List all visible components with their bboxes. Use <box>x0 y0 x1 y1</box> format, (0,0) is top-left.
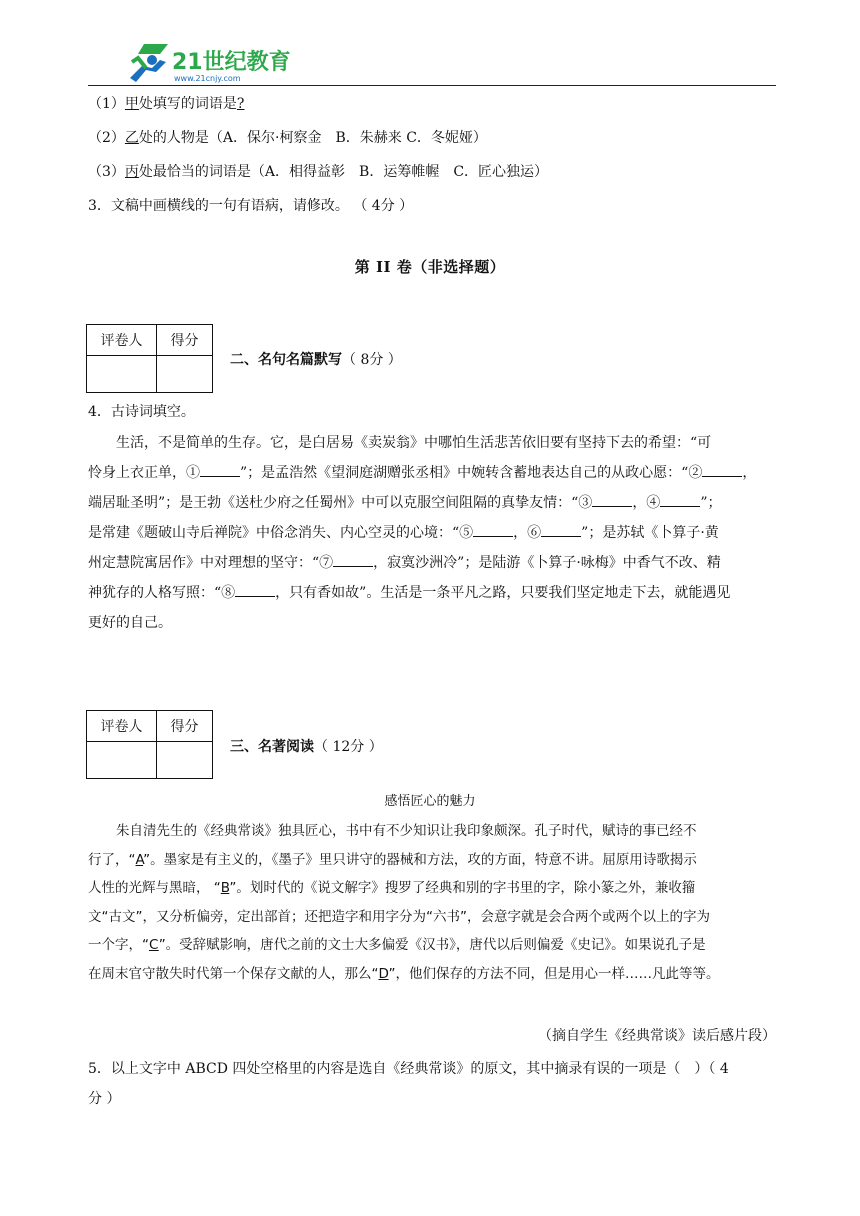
grader-cell[interactable] <box>87 356 157 393</box>
part2-heading: 二、名句名篇默写（ 8分 ） <box>230 352 402 368</box>
question-1-sub1: （1）甲处填写的词语是? <box>88 96 245 112</box>
score-label: 得分 <box>157 711 213 742</box>
site-logo <box>108 38 358 84</box>
page-header <box>88 38 776 86</box>
essay-paragraph: 朱自清先生的《经典常谈》独具匠心，书中有不少知识让我印象颇深。孔子时代，赋诗的事已经不 行了，“A”。墨家是有主义的，《墨子》里只讲守的器械和方法，攻的方面，特意不讲。屈原用诗歌揭示 人性的光辉与黑暗， “B”。划时代的《说文解字》搜罗了经典和别的字书里的字，除小篆之外，兼收籀 文“古文”，又分析偏旁，定出部首；还把造字和用字分为“六书”，会意字就是会合两个或两个以上的字为 一个字，“C”。受辞赋影响，唐代之前的文士大多偏爱《汉书》，唐代以后则偏爱《史记》。如果说孔子是 在周末官守散失时代第一个保存文献的人，那么“D”，他们保存的方法不同，但是用心一样……凡此等等。 <box>88 823 720 982</box>
grader-label: 评卷人 <box>87 325 157 356</box>
essay-source: （摘自学生《经典常谈》读后感片段） <box>538 1028 776 1044</box>
logo-text: 21世纪教育 <box>172 50 291 75</box>
score-label: 得分 <box>157 325 213 356</box>
runner-icon <box>130 44 168 82</box>
question-3: 3．文稿中画横线的一句有语病，请修改。 （ 4分 ） <box>88 198 414 214</box>
score-cell[interactable] <box>157 742 213 779</box>
blank-B: B <box>220 880 230 896</box>
blank-1[interactable] <box>200 462 240 477</box>
blank-A: A <box>135 851 144 868</box>
blank-6[interactable] <box>541 522 581 537</box>
section-title: 第 II 卷（非选择题） <box>354 258 506 276</box>
grader-label: 评卷人 <box>87 711 157 742</box>
logo-url: www.21cnjy.com <box>174 74 241 83</box>
question-4: 4．古诗词填空。 <box>88 404 195 420</box>
score-table-part3 <box>86 710 213 779</box>
blank-3[interactable] <box>592 492 632 507</box>
question-5: 5．以上文字中 ABCD 四处空格里的内容是选自《经典常谈》的原文，其中摘录有误的一项是（ ）（ 4 分 ） <box>88 1061 729 1107</box>
blank-7[interactable] <box>333 552 373 567</box>
score-table-part2 <box>86 324 213 393</box>
question-1-sub2: （2）乙处的人物是（A．保尔·柯察金 B．朱赫来 C．冬妮娅） <box>88 130 487 146</box>
grader-cell[interactable] <box>87 742 157 779</box>
part3-heading: 三、名著阅读（ 12分 ） <box>230 739 383 755</box>
blank-4[interactable] <box>660 492 700 507</box>
blank-2[interactable] <box>702 462 742 477</box>
blank-5[interactable] <box>473 522 513 537</box>
blank-C: C <box>149 937 159 953</box>
blank-8[interactable] <box>235 582 275 597</box>
header-divider <box>88 85 776 86</box>
poetry-fill-paragraph: 生活，不是简单的生存。它，是白居易《卖炭翁》中哪怕生活悲苦依旧要有坚持下去的希望：“可 怜身上衣正单，① ”；是孟浩然《望洞庭湖赠张丞相》中婉转含蓄地表达自己的从政心愿：“② ， 端居耻圣明”；是王勃《送杜少府之任蜀州》中可以克服空间阻隔的真挚友情：“③ ，④ ”； 是常建《题破山寺后禅院》中俗念消失、内心空灵的心境：“⑤ ，⑥ ”；是苏轼《卜算子·黄 州定慧院寓居作》中对理想的坚守：“⑦ ，寂寞沙洲冷”；是陆游《卜算子·咏梅》中香气不改、精 神犹存的人格写照：“⑧ ，只有香如故”。生活是一条平凡之路，只要我们坚定地走下去，就能遇见 更好的自己。 <box>88 435 757 631</box>
blank-D: D <box>378 965 389 982</box>
question-1-sub3: （3）丙处最恰当的词语是（A．相得益彰 B．运筹帷幄 C．匠心独运） <box>88 164 549 180</box>
essay-title: 感悟匠心的魅力 <box>384 794 476 809</box>
score-cell[interactable] <box>157 356 213 393</box>
